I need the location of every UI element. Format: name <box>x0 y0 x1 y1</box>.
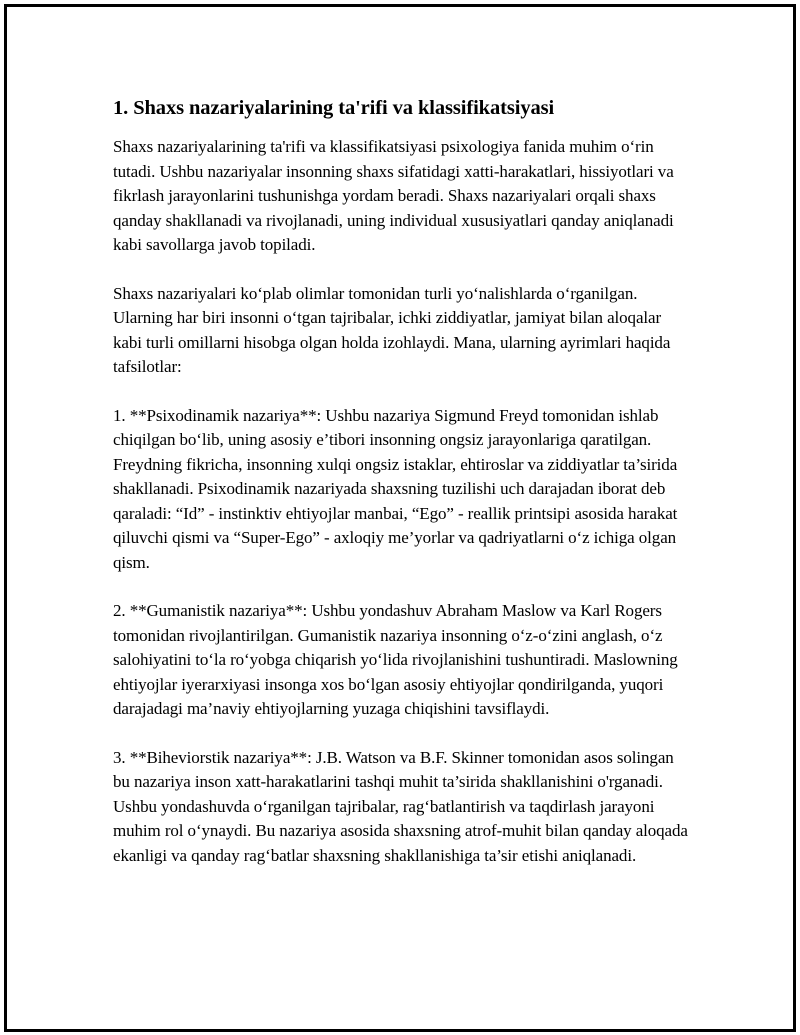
section-heading: 1. Shaxs nazariyalarining ta'rifi va klassifikatsiyasi <box>113 97 555 119</box>
paragraph-psychodynamic: 1. **Psixodinamik nazariya**: Ushbu nazariya Sigmund Freyd tomonidan ishlab chiqilgan boʻlib, uning asosiy e’tibori insonning ongsiz jarayonlariga qaratilgan. Freydning fikricha, insonning xulqi ongsiz istaklar, ehtiroslar va ziddiyatlar ta’sirida shakllanadi. Psixodinamik nazariyada shaxsning tuzilishi uch darajadan iborat deb qaraladi: “Id” - instinktiv ehtiyojlar manbai, “Ego” - reallik printsipi asosida harakat qiluvchi qismi va “Super-Ego” - axloqiy me’yorlar va qadriyatlarni oʻz ichiga olgan qism. <box>113 405 678 572</box>
paragraph-behaviorist: 3. **Biheviorstik nazariya**: J.B. Watson va B.F. Skinner tomonidan asos solingan bu nazariya inson xatt-harakatlarini tashqi muhit ta’sirida shakllanishini o'rganadi. Ushbu yondashuvda oʻrganilgan tajribalar, ragʻbatlantirish va taqdirlash jarayoni muhim rol oʻynaydi. Bu nazariya asosida shaxsning atrof-muhit bilan qanday aloqada ekanligi va qanday ragʻbatlar shaxsning shakllanishiga ta’sir etishi aniqlanadi. <box>113 747 688 865</box>
paragraph-overview: Shaxs nazariyalari koʻplab olimlar tomonidan turli yoʻnalishlarda oʻrganilgan. Ularning har biri insonni oʻtgan tajribalar, ichki ziddiyatlar, jamiyat bilan aloqalar kabi turli omillarni hisobga olgan holda izohlaydi. Mana, ularning ayrimlari haqida tafsilotlar: <box>113 283 671 376</box>
document-body <box>113 95 693 892</box>
paragraph-humanistic: 2. **Gumanistik nazariya**: Ushbu yondashuv Abraham Maslow va Karl Rogers tomonidan rivojlantirilgan. Gumanistik nazariya insonning oʻz-oʻzini anglash, oʻz salohiyatini toʻla roʻyobga chiqarish yoʻlida rivojlanishini tushuntiradi. Maslowning ehtiyojlar iyerarxiyasi insonga xos boʻlgan asosiy ehtiyojlar qondirilganda, yuqori darajadagi ma’naviy ehtiyojlarning yuzaga chiqishini tavsiflaydi. <box>113 601 678 718</box>
paragraph-intro: Shaxs nazariyalarining ta'rifi va klassifikatsiyasi psixologiya fanida muhim oʻrin tutadi. Ushbu nazariyalar insonning shaxs sifatidagi xatti-harakatlari, hissiyotlari va fikrlash jarayonlarini tushunishga yordam beradi. Shaxs nazariyalari orqali shaxs qanday shakllanadi va rivojlanadi, uning individual xususiyatlari qanday aniqlanadi kabi savollarga javob topiladi. <box>113 137 674 254</box>
